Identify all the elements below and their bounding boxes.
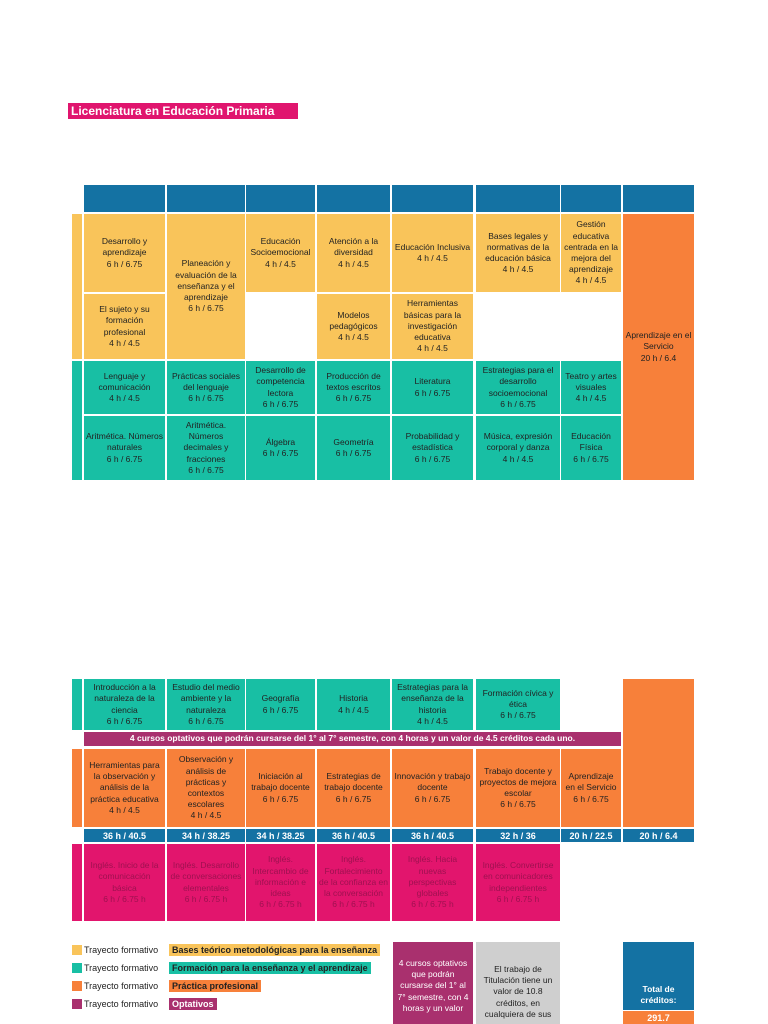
legend-label: Práctica profesional <box>169 980 261 992</box>
course-cell: Música, expresión corporal y danza 4 h / 4.5 <box>476 416 560 480</box>
semester-total: 20 h / 6.4 <box>623 829 694 842</box>
legend-swatch <box>72 981 82 991</box>
legend-prefix: Trayecto formativo <box>84 945 159 955</box>
trayecto-strip-bases <box>72 214 82 359</box>
course-cell: Producción de textos escritos 6 h / 6.75 <box>317 361 390 414</box>
course-cell: Estudio del medio ambiente y la naturaleza 6 h / 6.75 <box>167 679 245 730</box>
semester-header-6 <box>476 185 560 212</box>
course-cell: Aritmética. Números decimales y fracciones 6 h / 6.75 <box>167 416 245 480</box>
legend-label: Optativos <box>169 998 217 1010</box>
course-cell: Bases legales y normativas de la educación básica 4 h / 4.5 <box>476 214 560 292</box>
course-cell: Trabajo docente y proyectos de mejora escolar 6 h / 6.75 <box>476 749 560 827</box>
course-cell: Educación Física 6 h / 6.75 <box>561 416 621 480</box>
legend-label: Bases teórico metodológicas para la enseñanza <box>169 944 380 956</box>
course-cell: Herramientas básicas para la investigación educativa 4 h / 4.5 <box>392 294 473 359</box>
course-cell: Inglés. Convertirse en comunicadores independientes 6 h / 6.75 h <box>476 844 560 921</box>
legend-label: Formación para la enseñanza y el aprendizaje <box>169 962 371 974</box>
legend-swatch <box>72 945 82 955</box>
course-cell: Lenguaje y comunicación 4 h / 4.5 <box>84 361 165 414</box>
semester-header-4 <box>317 185 390 212</box>
semester-header-1 <box>84 185 165 212</box>
semester-header-5 <box>392 185 473 212</box>
semester-total: 36 h / 40.5 <box>392 829 473 842</box>
course-cell: Geografía 6 h / 6.75 <box>246 679 315 730</box>
trayecto-strip-optativos <box>72 844 82 921</box>
course-cell: Desarrollo y aprendizaje 6 h / 6.75 <box>84 214 165 292</box>
course-cell: Teatro y artes visuales 4 h / 4.5 <box>561 361 621 414</box>
aprendizaje-servicio-cell <box>623 679 694 827</box>
semester-total: 34 h / 38.25 <box>167 829 245 842</box>
course-cell: Planeación y evaluación de la enseñanza y el aprendizaje 6 h / 6.75 <box>167 214 245 359</box>
semester-header-7 <box>561 185 621 212</box>
course-cell: Introducción a la naturaleza de la ciencia 6 h / 6.75 <box>84 679 165 730</box>
course-cell: Observación y análisis de prácticas y contextos escolares 4 h / 4.5 <box>167 749 245 827</box>
optativos-bar: 4 cursos optativos que podrán cursarse del 1° al 7° semestre, con 4 horas y un valor de 4.5 créditos cada uno. <box>84 732 621 746</box>
course-cell: Álgebra 6 h / 6.75 <box>246 416 315 480</box>
legend-prefix: Trayecto formativo <box>84 981 159 991</box>
page-title: Licenciatura en Educación Primaria <box>68 103 298 119</box>
semester-header-8 <box>623 185 694 212</box>
course-cell: Aprendizaje en el Servicio 6 h / 6.75 <box>561 749 621 827</box>
course-cell: Geometría 6 h / 6.75 <box>317 416 390 480</box>
total-credits-value: 291.7 <box>623 1011 694 1024</box>
course-cell: Historia 4 h / 4.5 <box>317 679 390 730</box>
note-optativos: 4 cursos optativos que podrán cursarse del 1° al 7° semestre, con 4 horas y un valor <box>393 942 473 1024</box>
trayecto-strip-practica <box>72 749 82 827</box>
course-cell: Inglés. Fortalecimiento de la confianza en la conversación 6 h / 6.75 h <box>317 844 390 921</box>
course-cell: Innovación y trabajo docente 6 h / 6.75 <box>392 749 473 827</box>
course-cell: Literatura 6 h / 6.75 <box>392 361 473 414</box>
semester-total: 34 h / 38.25 <box>246 829 315 842</box>
course-cell: Desarrollo de competencia lectora 6 h / 6.75 <box>246 361 315 414</box>
course-cell: Atención a la diversidad 4 h / 4.5 <box>317 214 390 292</box>
course-cell: Estrategias de trabajo docente 6 h / 6.75 <box>317 749 390 827</box>
legend-swatch <box>72 999 82 1009</box>
legend-prefix: Trayecto formativo <box>84 963 159 973</box>
course-cell: Herramientas para la observación y análisis de la práctica educativa 4 h / 4.5 <box>84 749 165 827</box>
legend-swatch <box>72 963 82 973</box>
aprendizaje-servicio-cell: Aprendizaje en el Servicio 20 h / 6.4 <box>623 214 694 480</box>
course-cell: El sujeto y su formación profesional 4 h / 4.5 <box>84 294 165 359</box>
course-cell: Inglés. Inicio de la comunicación básica 6 h / 6.75 h <box>84 844 165 921</box>
course-cell: Formación cívica y ética 6 h / 6.75 <box>476 679 560 730</box>
course-cell: Estrategias para el desarrollo socioemocional 6 h / 6.75 <box>476 361 560 414</box>
legend-prefix: Trayecto formativo <box>84 999 159 1009</box>
course-cell: Inglés. Desarrollo de conversaciones elementales 6 h / 6.75 h <box>167 844 245 921</box>
course-cell: Educación Socioemocional 4 h / 4.5 <box>246 214 315 292</box>
course-cell: Inglés. Intercambio de información e ideas 6 h / 6.75 h <box>246 844 315 921</box>
semester-total: 36 h / 40.5 <box>84 829 165 842</box>
course-cell: Modelos pedagógicos 4 h / 4.5 <box>317 294 390 359</box>
semester-header-3 <box>246 185 315 212</box>
course-cell: Gestión educativa centrada en la mejora del aprendizaje 4 h / 4.5 <box>561 214 621 292</box>
course-cell: Probabilidad y estadística 6 h / 6.75 <box>392 416 473 480</box>
course-cell: Inglés. Hacia nuevas perspectivas globales 6 h / 6.75 h <box>392 844 473 921</box>
semester-header-2 <box>167 185 245 212</box>
semester-total: 20 h / 22.5 <box>561 829 621 842</box>
course-cell: Prácticas sociales del lenguaje 6 h / 6.75 <box>167 361 245 414</box>
course-cell: Educación Inclusiva 4 h / 4.5 <box>392 214 473 292</box>
course-cell: Estrategias para la enseñanza de la historia 4 h / 4.5 <box>392 679 473 730</box>
note-titulacion: El trabajo de Titulación tiene un valor de 10.8 créditos, en cualquiera de sus <box>476 942 560 1024</box>
course-cell: Aritmética. Números naturales 6 h / 6.75 <box>84 416 165 480</box>
trayecto-strip-formacion <box>72 361 82 480</box>
trayecto-strip-formacion <box>72 679 82 730</box>
total-credits-label: Total de créditos: <box>623 942 694 1010</box>
course-cell: Iniciación al trabajo docente 6 h / 6.75 <box>246 749 315 827</box>
semester-total: 36 h / 40.5 <box>317 829 390 842</box>
semester-total: 32 h / 36 <box>476 829 560 842</box>
